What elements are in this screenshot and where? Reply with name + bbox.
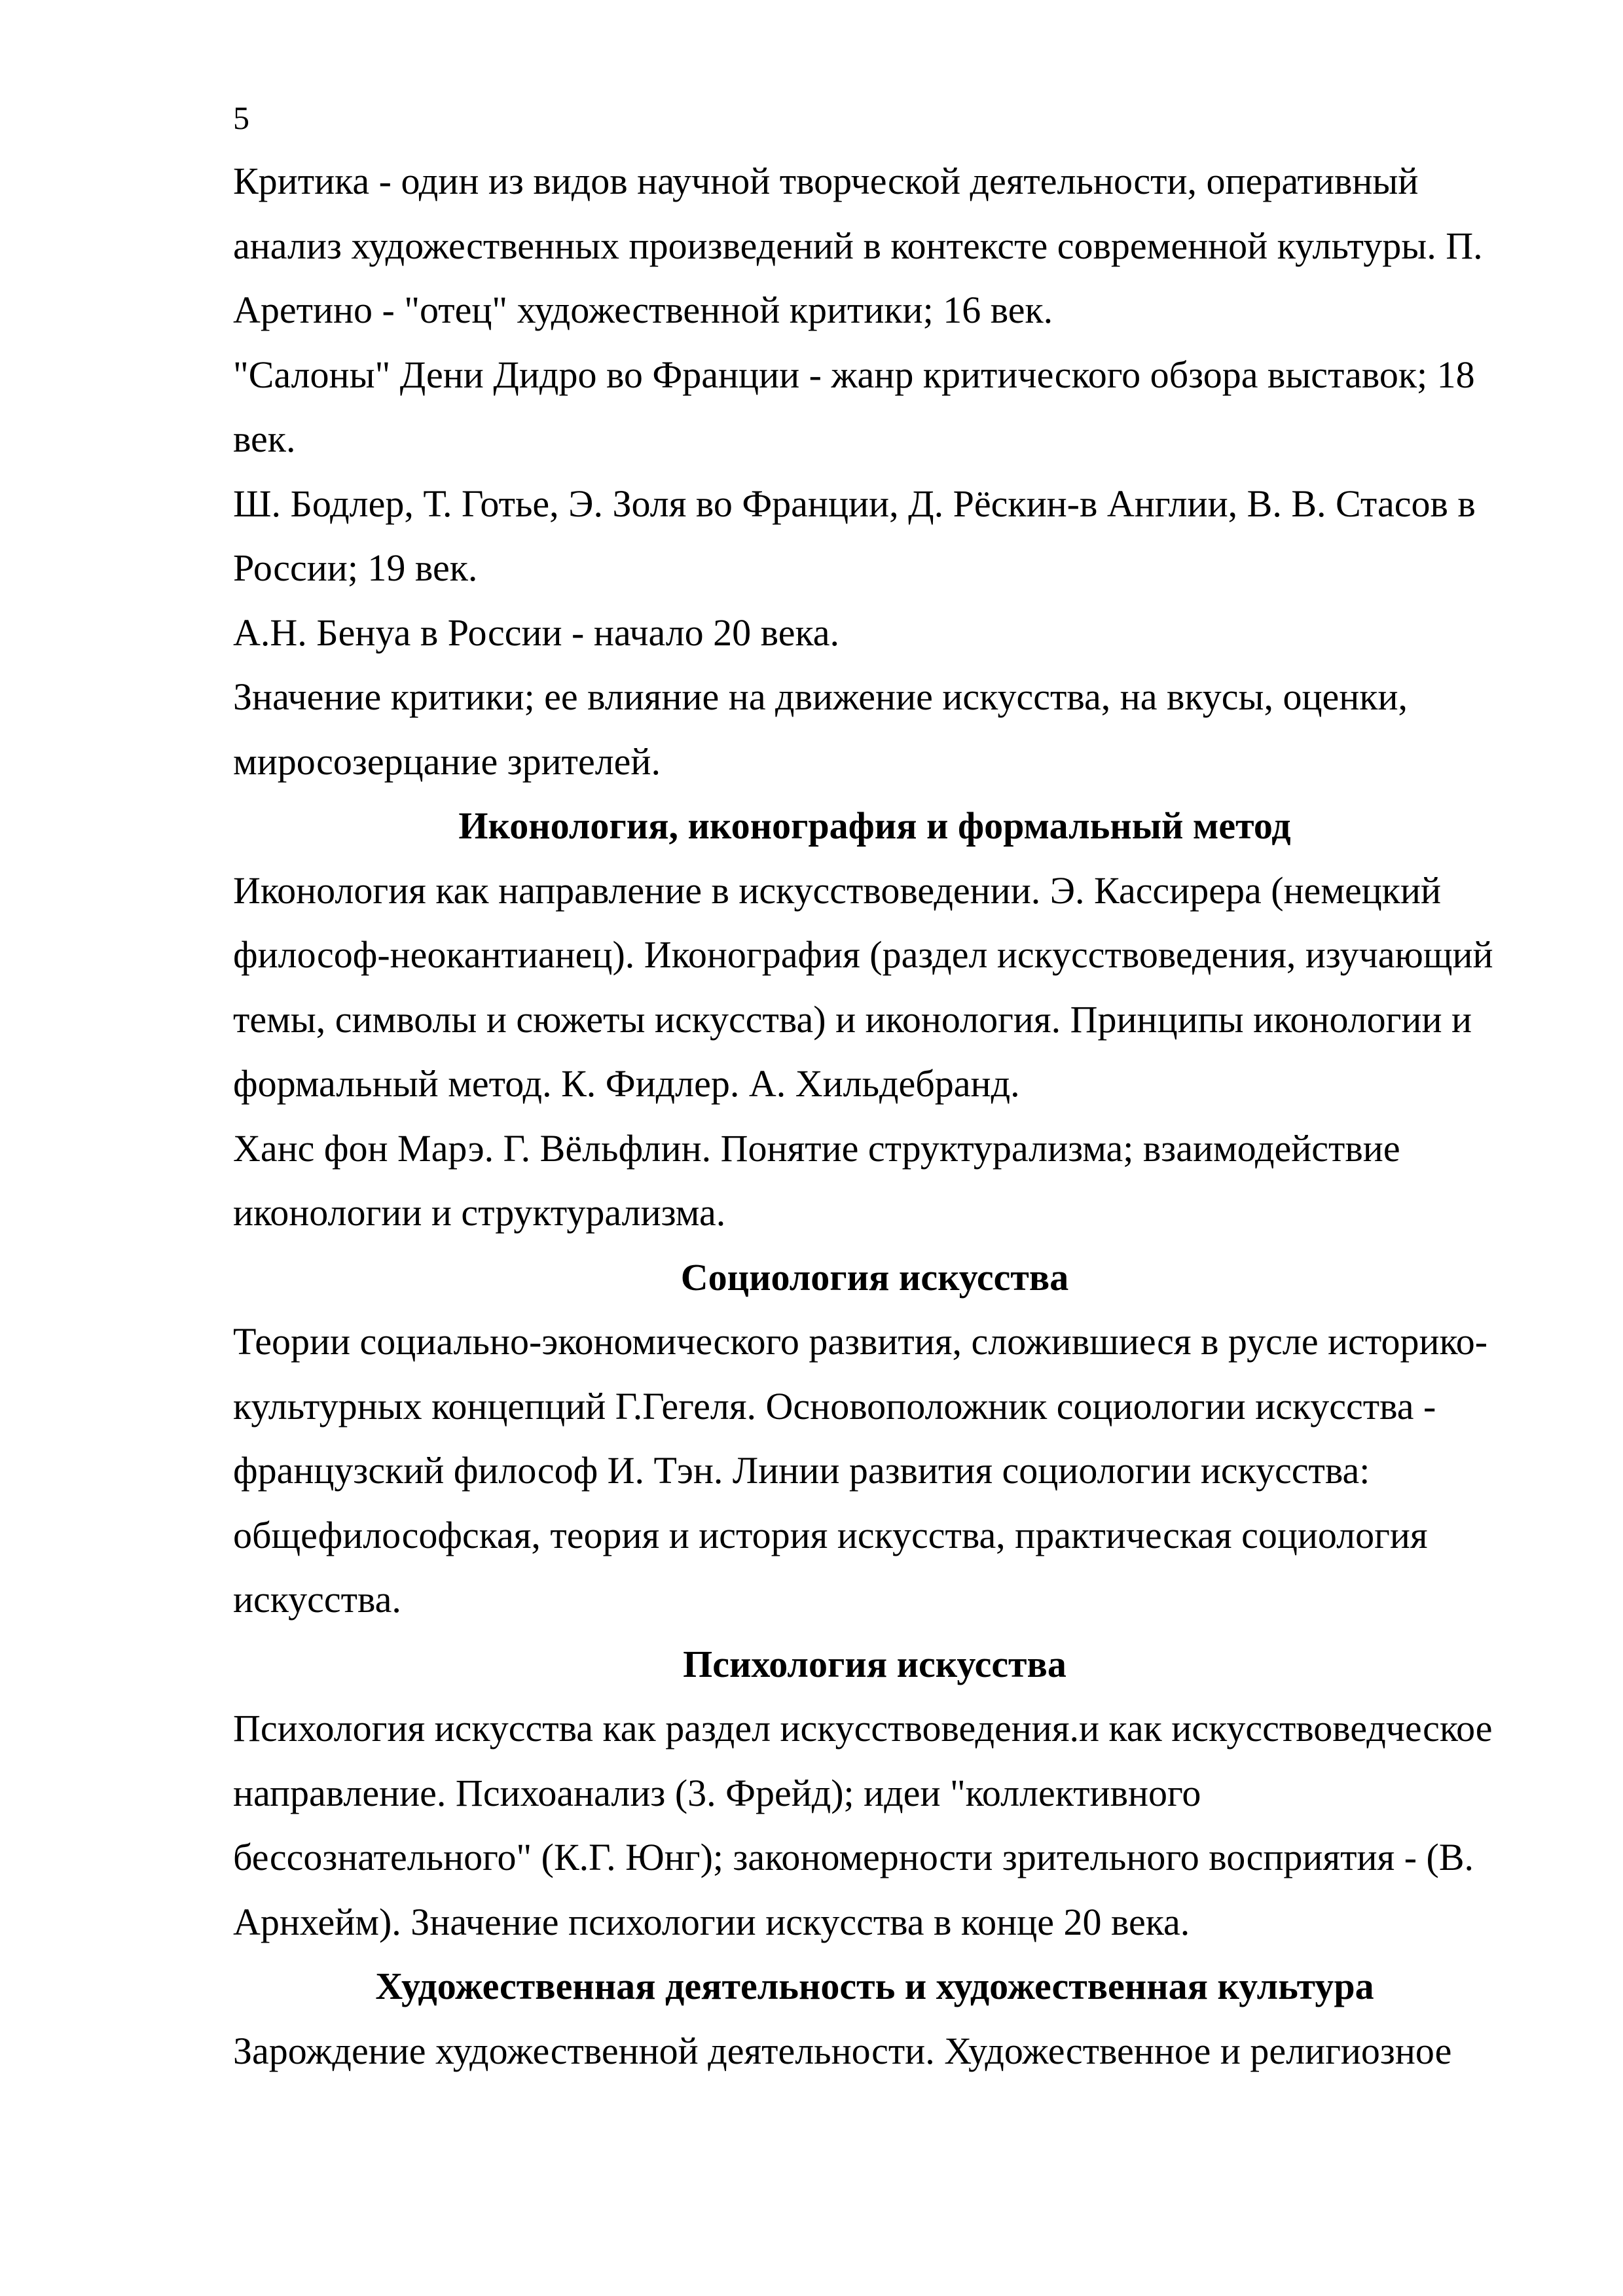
section-heading-psychology: Психология искусства <box>683 1642 1067 1685</box>
section-heading-sociology: Социология искусства <box>680 1255 1069 1299</box>
paragraph-criticism-definition <box>233 149 1516 343</box>
text-line: Психология искусства как раздел искусствоведения.и как искусствоведческое <box>233 1707 1493 1749</box>
text-line: французский философ И. Тэн. Линии развития социологии искусства: <box>233 1449 1370 1492</box>
text-line: "Салоны" Дени Дидро во Франции - жанр критического обзора выставок; 18 <box>233 353 1475 396</box>
text-line: миросозерцание зрителей. <box>233 740 661 783</box>
text-line: Ш. Бодлер, Т. Готье, Э. Золя во Франции, Д. Рёскин-в Англии, В. В. Стасов в <box>233 482 1476 525</box>
text-line: Арнхейм). Значение психологии искусства в конце 20 века. <box>233 1900 1190 1943</box>
text-line: А.Н. Бенуа в России - начало 20 века. <box>233 611 840 654</box>
paragraph-diderot-salons <box>233 343 1516 472</box>
text-line: Теории социально-экономического развития, сложившиеся в русле историко- <box>233 1320 1488 1363</box>
paragraph-artistic-activity <box>233 2019 1516 2084</box>
paragraph-psychology <box>233 1696 1516 1954</box>
paragraph-sociology <box>233 1310 1516 1632</box>
text-line: России; 19 век. <box>233 547 478 589</box>
text-line: общефилософская, теория и история искусства, практическая социология <box>233 1513 1428 1556</box>
text-line: культурных концепций Г.Гегеля. Основоположник социологии искусства - <box>233 1384 1436 1427</box>
text-line: темы, символы и сюжеты искусства) и иконология. Принципы иконологии и <box>233 997 1472 1041</box>
section-heading-iconology: Иконология, иконография и формальный метод <box>458 804 1291 847</box>
text-line: Иконология как направление в искусствоведении. Э. Кассирера (немецкий <box>233 869 1442 912</box>
document-body <box>233 149 1516 2083</box>
paragraph-iconology <box>233 859 1516 1117</box>
text-line: искусства. <box>233 1578 401 1621</box>
text-line: век. <box>233 418 296 460</box>
text-line: Аретино - "отец" художественной критики; 16 век. <box>233 289 1053 331</box>
paragraph-benois <box>233 601 1516 666</box>
page-number: 5 <box>233 99 249 136</box>
section-heading-artistic-activity: Художественная деятельность и художественная культура <box>375 1965 1374 2007</box>
text-line: формальный метод. К. Фидлер. А. Хильдебранд. <box>233 1062 1020 1105</box>
text-line: Критика - один из видов научной творческой деятельности, оперативный <box>233 160 1419 202</box>
text-line: Значение критики; ее влияние на движение искусства, на вкусы, оценки, <box>233 675 1408 718</box>
text-line: направление. Психоанализ (3. Фрейд); идеи "коллективного <box>233 1771 1201 1814</box>
text-line: Зарождение художественной деятельности. Художественное и религиозное <box>233 2029 1452 2072</box>
paragraph-19th-century-critics <box>233 472 1516 601</box>
text-line: Ханс фон Марэ. Г. Вёльфлин. Понятие структурализма; взаимодействие <box>233 1126 1400 1170</box>
text-line: анализ художественных произведений в контексте современной культуры. П. <box>233 224 1483 267</box>
paragraph-criticism-significance <box>233 665 1516 794</box>
text-line: иконологии и структурализма. <box>233 1191 726 1234</box>
paragraph-structuralism <box>233 1117 1516 1246</box>
text-line: философ-неокантианец). Иконография (раздел искусствоведения, изучающий <box>233 933 1493 976</box>
text-line: бессознательного" (К.Г. Юнг); закономерности зрительного восприятия - (В. <box>233 1836 1474 1878</box>
